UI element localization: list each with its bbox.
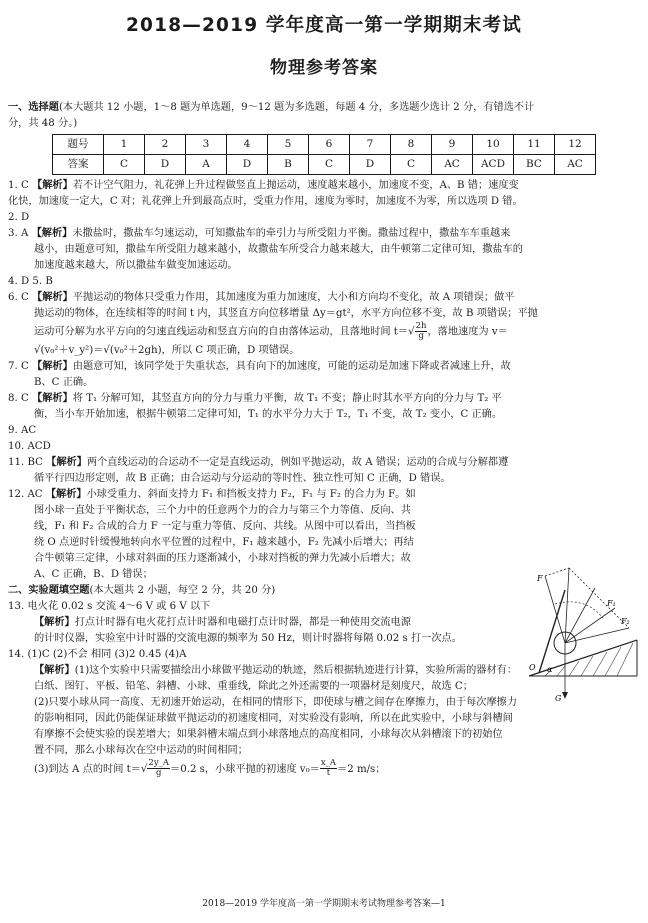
table-cell: 1 xyxy=(104,135,145,155)
section1-desc-line2: 分，共 48 分。) xyxy=(8,118,78,129)
q13-analysis-tag: 【解析】 xyxy=(34,616,75,628)
table-cell: AC xyxy=(432,155,473,175)
q14-text-8c: ＝2 m/s； xyxy=(337,763,386,775)
q14-line6: 有摩擦不会使实验的误差增大；如果斜槽末端点到小球落地点的高度相同，小球每次从斜槽滚下的初始位 xyxy=(34,728,503,740)
q12-line3: 线，F₁ 和 F₂ 合成的合力 F 一定与重力等值、反向、共线。从图中可以看出，当挡板 xyxy=(34,520,416,532)
q11-text-1: 两个直线运动的合运动不一定是直线运动，例如平抛运动，故 A 错误；运动的合成与分解都遵 xyxy=(86,456,509,468)
q12-block xyxy=(8,487,528,583)
q7-text-1: 由题意可知，该同学处于失重状态，具有向下的加速度，可能的运动是加速下降或者减速上升，故 xyxy=(72,360,511,372)
q1-answer: 1. C xyxy=(8,180,29,191)
incline-surface xyxy=(529,640,637,676)
q10-answer: 10. ACD xyxy=(8,440,51,452)
q6-line1 xyxy=(8,290,640,306)
label-F1: F₁ xyxy=(607,599,616,608)
q14-text-1: (1)这个实验中只需要描绘出小球做平抛运动的轨迹，然后根据轨迹进行计算，实验所需的器材有： xyxy=(74,664,518,676)
table-cell: 8 xyxy=(391,135,432,155)
q6-line3: 运动可分解为水平方向的匀速直线运动和竖直方向的自由落体运动，且落地时间 t＝√ $\frac{2h}{g}$ ，落地速度为 v＝ xyxy=(34,321,508,341)
q4-q5-answers: 4. D 5. B xyxy=(8,276,53,287)
q11-analysis-tag: 【解析】 xyxy=(46,456,87,468)
table-cell: 2 xyxy=(145,135,186,155)
q14-frac2-den: t xyxy=(326,768,331,778)
q3-line3: 加速度越来越大，所以撒盐车做变加速运动。 xyxy=(34,260,238,271)
q6-frac-num: 2h xyxy=(415,321,427,331)
q12-line6: A、C 正确，B、D 错误； xyxy=(34,568,153,580)
page-subtitle: 物理参考答案 xyxy=(270,58,378,78)
table-cell: ACD xyxy=(473,155,514,175)
q7-answer: 7. C xyxy=(8,360,29,372)
q6-fraction xyxy=(415,322,428,341)
q13-line3: 的计时仪器，实验室中计时器的交流电源的频率为 50 Hz，则计时器将每隔 0.02 s 打一次点。 xyxy=(34,632,462,644)
section2-desc: (本大题共 2 小题，每空 2 分，共 20 分) xyxy=(89,584,276,596)
table-cell: 10 xyxy=(473,135,514,155)
q12-line2: 图小球一直处于平衡状态，三个力中的任意两个力的合力与第三个力等值、反向、共 xyxy=(34,504,411,516)
q12-answer: 12. AC xyxy=(8,488,43,500)
q12-line4: 绕 O 点逆时针缓慢地转向水平位置的过程中，F₁ 越来越小，F₂ 先减小后增大；再结 xyxy=(34,536,414,548)
q8-line2: 衡，当小车开始加速，根据牛顿第二定律可知，T₁ 的水平分力大于 T₂，T₁ 不变，故 T₂ 变小，C 正确。 xyxy=(34,408,503,420)
section2-heading: 二、实验题填空题 xyxy=(8,584,90,596)
q14-text-8a: (3)到达 A 点的时间 t＝ xyxy=(34,763,141,775)
q1-line1 xyxy=(8,178,640,194)
section1-heading: 一、选择题 xyxy=(8,102,59,113)
label-G: G xyxy=(555,694,562,703)
answer-table-row-numbers xyxy=(53,135,596,155)
q14-line8: (3)到达 A 点的时间 t＝√ $\frac{2y\_A}{g}$ ＝0.2 s，小球平抛的初速度 v₀＝ $\frac{x\_A}{t}$ ＝2 m/s； xyxy=(34,758,386,778)
table-header-number: 题号 xyxy=(53,135,104,155)
q11-line1 xyxy=(8,455,640,471)
table-cell: A xyxy=(186,155,227,175)
q6-frac-den: g xyxy=(418,331,424,341)
q13-text-1: 打点计时器有电火花打点计时器和电磁打点计时器，都是一种使用交流电源 xyxy=(74,616,411,628)
table-header-answer: 答案 xyxy=(53,155,104,175)
q6-text-4: ，落地速度为 v＝ xyxy=(427,326,508,338)
q3-answer: 3. A xyxy=(8,228,29,239)
q12-text-1: 小球受重力、斜面支持力 F₁ 和挡板支持力 F₂，F₁ 与 F₂ 的合力为 F。如 xyxy=(86,488,416,500)
section1-desc-line1: (本大题共 12 小题，1～8 题为单选题，9～12 题为多选题，每题 4 分，多选题少选计 2 分，有错选不计 xyxy=(58,102,535,113)
q3-text-1: 未撒盐时，撒盐车匀速运动，可知撒盐车的牵引力与所受阻力平衡。撒盐过程中，撒盐车车重越来 xyxy=(72,228,511,239)
table-cell: 7 xyxy=(350,135,391,155)
page-title: 2018—2019 学年度高一第一学期期末考试 xyxy=(125,15,523,36)
table-cell: D xyxy=(227,155,268,175)
q14-frac1-num: 2y_A xyxy=(148,758,170,768)
table-cell: 9 xyxy=(432,135,473,155)
q14-text-8b: ＝0.2 s，小球平抛的初速度 v₀＝ xyxy=(170,763,320,775)
table-cell: C xyxy=(104,155,145,175)
table-cell: B xyxy=(268,155,309,175)
q12-force-diagram xyxy=(525,548,643,703)
page-footer: 2018—2019 学年度高一第一学期期末考试物理参考答案—1 xyxy=(202,899,446,909)
q3-analysis-tag: 【解析】 xyxy=(31,228,73,239)
q9-answer: 9. AC xyxy=(8,424,37,436)
label-alpha: α xyxy=(547,665,553,674)
rotation-arc xyxy=(555,602,603,618)
table-cell: 3 xyxy=(186,135,227,155)
q3-line2: 越小，由题意可知，撒盐车所受阻力越来越小，故撒盐车所受合力越来越大，由牛顿第二定律可知，撒盐车的 xyxy=(34,244,523,255)
q3-line1 xyxy=(8,226,640,242)
q14-fraction-1 xyxy=(147,759,170,778)
q6-line2: 抛运动的物体，在连续相等的时间 t 内，其竖直方向位移增量 Δy＝gt²，水平方向位移不变，故 B 项错误；平抛 xyxy=(34,308,538,319)
incline-hatching xyxy=(545,643,633,676)
table-cell: 12 xyxy=(555,135,596,155)
table-cell: BC xyxy=(514,155,555,175)
q14-analysis-tag: 【解析】 xyxy=(34,664,75,676)
q14-answer: 14. (1)C (2)不会 相同 (3)2 0.45 (4)A xyxy=(8,648,187,660)
table-cell: 5 xyxy=(268,135,309,155)
table-cell: D xyxy=(145,155,186,175)
table-cell: C xyxy=(391,155,432,175)
q11-line2: 循平行四边形定则，故 B 正确；由合运动与分运动的等时性、独立性可知 C 正确，D 错误。 xyxy=(34,472,451,484)
q14-frac2-num: x_A xyxy=(320,758,337,768)
table-cell: 4 xyxy=(227,135,268,155)
q1-text-1: 若不计空气阻力，礼花弹上升过程做竖直上抛运动，速度越来越小，加速度不变，A、B 错；速度变 xyxy=(72,180,519,191)
q7-line2: B、C 正确。 xyxy=(34,376,94,388)
label-O: O xyxy=(529,663,536,672)
baffle-board xyxy=(539,590,565,673)
q8-text-1: 将 T₁ 分解可知，其竖直方向的分力与重力平衡，故 T₁ 不变；静止时其水平方向的分力与 T₂ 平 xyxy=(72,392,502,404)
q11-answer: 11. BC xyxy=(8,456,43,468)
q13-answer: 13. 电火花 0.02 s 交流 4～6 V 或 6 V 以下 xyxy=(8,600,211,612)
answer-table-row-answers xyxy=(53,155,596,175)
section1-intro xyxy=(8,100,640,116)
label-F: F xyxy=(537,574,543,583)
q6-analysis-tag: 【解析】 xyxy=(32,292,73,303)
gravity-arrowhead xyxy=(562,692,568,699)
q6-text-1: 平抛运动的物体只受重力作用，其加速度为重力加速度，大小和方向均不变化，故 A 项错误；做平 xyxy=(72,292,515,303)
table-cell: 6 xyxy=(309,135,350,155)
q14-frac1-den: g xyxy=(156,768,162,778)
label-F2: F₂ xyxy=(621,617,630,626)
q6-answer: 6. C xyxy=(8,292,29,303)
q1-analysis-tag: 【解析】 xyxy=(32,180,73,191)
q7-line1 xyxy=(8,359,640,375)
q13-block xyxy=(8,599,528,631)
q2-answer: 2. D xyxy=(8,212,30,223)
q6-text-3: 运动可分解为水平方向的匀速直线运动和竖直方向的自由落体运动，且落地时间 t＝ xyxy=(34,326,409,338)
q12-line5: 合牛顿第三定律，小球对斜面的压力逐渐减小，小球对挡板的弹力先减小后增大；故 xyxy=(34,552,411,564)
q8-answer: 8. C xyxy=(8,392,29,404)
force-vectors xyxy=(545,568,629,698)
q14-fraction-2 xyxy=(320,759,337,778)
q14-line3: 白纸、图钉、平板、铅笔、斜槽、小球、重垂线，除此之外还需要的一项器材是刻度尺，故选 C； xyxy=(34,680,473,692)
q12-analysis-tag: 【解析】 xyxy=(45,488,87,500)
q12-line1 xyxy=(8,487,528,503)
table-cell: D xyxy=(350,155,391,175)
answer-table xyxy=(52,134,596,175)
table-cell: 11 xyxy=(514,135,555,155)
table-cell: C xyxy=(309,155,350,175)
q14-line7: 置不同，那么小球每次在空中运动的时间相同； xyxy=(34,744,248,756)
q13-line2 xyxy=(8,615,528,631)
q8-line1 xyxy=(8,391,640,407)
q6-line4: √(v₀²＋v_y²)＝√(v₀²＋2gh)，所以 C 项正确，D 项错误。 xyxy=(34,344,300,356)
q8-analysis-tag: 【解析】 xyxy=(32,392,73,404)
table-cell: AC xyxy=(555,155,596,175)
q1-line2: 化快，加速度一定大，C 对；礼花弹上升到最高点时，受重力作用，速度为零时，加速度不为零，所以选项 D 错。 xyxy=(8,196,523,207)
q14-line5: 的影响相同，因此仍能保证球做平抛运动的初速度相同，对实验没有影响，所以在此实验中，小球与斜槽间 xyxy=(34,712,513,724)
q7-analysis-tag: 【解析】 xyxy=(32,360,73,372)
q14-line4: (2)只要小球从同一高度、无初速开始运动，在相同的情形下，即使球与槽之间存在摩擦力，由于每次摩擦力 xyxy=(34,696,518,708)
